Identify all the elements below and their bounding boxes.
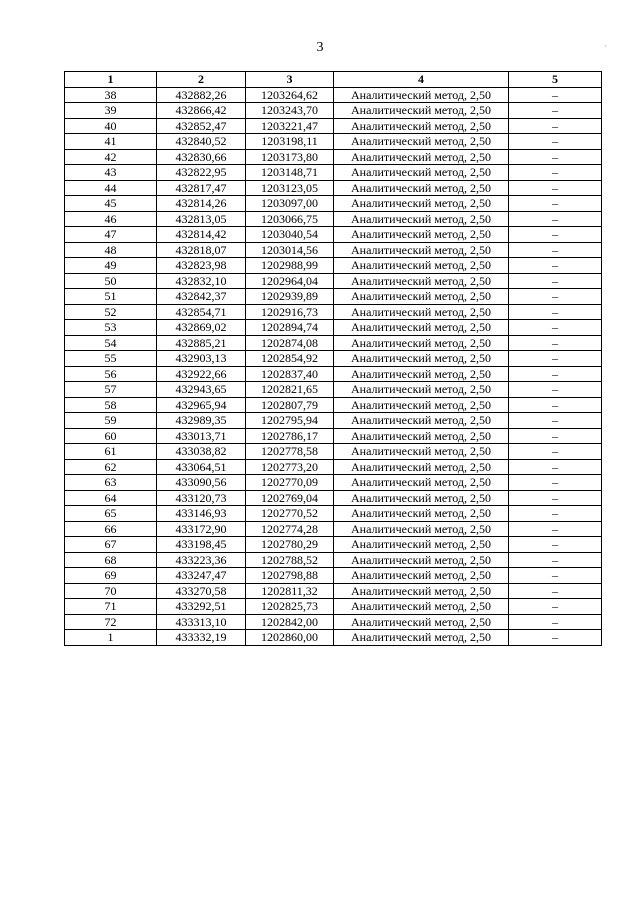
point-number-cell: 60: [65, 428, 157, 444]
note-cell: –: [509, 258, 602, 274]
note-cell: –: [509, 320, 602, 336]
method-cell: Аналитический метод, 2,50: [334, 537, 509, 553]
point-number-cell: 46: [65, 211, 157, 227]
y-coordinate-cell: 1202786,17: [246, 428, 334, 444]
note-cell: –: [509, 180, 602, 196]
note-cell: –: [509, 273, 602, 289]
method-cell: Аналитический метод, 2,50: [334, 227, 509, 243]
header-col-3: 3: [246, 72, 334, 88]
note-cell: –: [509, 521, 602, 537]
x-coordinate-cell: 432854,71: [157, 304, 246, 320]
point-number-cell: 1: [65, 630, 157, 646]
note-cell: –: [509, 227, 602, 243]
method-cell: Аналитический метод, 2,50: [334, 506, 509, 522]
y-coordinate-cell: 1203066,75: [246, 211, 334, 227]
y-coordinate-cell: 1202916,73: [246, 304, 334, 320]
y-coordinate-cell: 1202821,65: [246, 382, 334, 398]
point-number-cell: 41: [65, 134, 157, 150]
x-coordinate-cell: 433292,51: [157, 599, 246, 615]
point-number-cell: 61: [65, 444, 157, 460]
note-cell: –: [509, 351, 602, 367]
note-cell: –: [509, 630, 602, 646]
method-cell: Аналитический метод, 2,50: [334, 444, 509, 460]
table-row: [65, 459, 602, 475]
table-row: [65, 335, 602, 351]
table-row: [65, 289, 602, 305]
note-cell: –: [509, 196, 602, 212]
method-cell: Аналитический метод, 2,50: [334, 165, 509, 181]
point-number-cell: 45: [65, 196, 157, 212]
table-row: [65, 103, 602, 119]
table-row: [65, 444, 602, 460]
point-number-cell: 63: [65, 475, 157, 491]
note-cell: –: [509, 583, 602, 599]
table-row: [65, 552, 602, 568]
x-coordinate-cell: 432823,98: [157, 258, 246, 274]
x-coordinate-cell: 432922,66: [157, 366, 246, 382]
point-number-cell: 64: [65, 490, 157, 506]
x-coordinate-cell: 433223,36: [157, 552, 246, 568]
point-number-cell: 42: [65, 149, 157, 165]
table-row: [65, 134, 602, 150]
method-cell: Аналитический метод, 2,50: [334, 258, 509, 274]
point-number-cell: 69: [65, 568, 157, 584]
x-coordinate-cell: 432822,95: [157, 165, 246, 181]
note-cell: –: [509, 242, 602, 258]
header-col-2: 2: [157, 72, 246, 88]
point-number-cell: 65: [65, 506, 157, 522]
note-cell: –: [509, 614, 602, 630]
x-coordinate-cell: 433038,82: [157, 444, 246, 460]
table-row: [65, 428, 602, 444]
note-cell: –: [509, 149, 602, 165]
table-row: [65, 351, 602, 367]
method-cell: Аналитический метод, 2,50: [334, 87, 509, 103]
y-coordinate-cell: 1202894,74: [246, 320, 334, 336]
point-number-cell: 59: [65, 413, 157, 429]
point-number-cell: 48: [65, 242, 157, 258]
x-coordinate-cell: 432852,47: [157, 118, 246, 134]
x-coordinate-cell: 433172,90: [157, 521, 246, 537]
x-coordinate-cell: 432866,42: [157, 103, 246, 119]
y-coordinate-cell: 1202795,94: [246, 413, 334, 429]
table-row: [65, 366, 602, 382]
table-row: [65, 227, 602, 243]
point-number-cell: 57: [65, 382, 157, 398]
y-coordinate-cell: 1203148,71: [246, 165, 334, 181]
x-coordinate-cell: 432814,26: [157, 196, 246, 212]
x-coordinate-cell: 432817,47: [157, 180, 246, 196]
y-coordinate-cell: 1203173,80: [246, 149, 334, 165]
y-coordinate-cell: 1202825,73: [246, 599, 334, 615]
table-row: [65, 568, 602, 584]
y-coordinate-cell: 1202988,99: [246, 258, 334, 274]
x-coordinate-cell: 432965,94: [157, 397, 246, 413]
y-coordinate-cell: 1203097,00: [246, 196, 334, 212]
point-number-cell: 58: [65, 397, 157, 413]
x-coordinate-cell: 432882,26: [157, 87, 246, 103]
point-number-cell: 54: [65, 335, 157, 351]
method-cell: Аналитический метод, 2,50: [334, 614, 509, 630]
x-coordinate-cell: 433120,73: [157, 490, 246, 506]
page-number: 3: [316, 40, 324, 55]
method-cell: Аналитический метод, 2,50: [334, 289, 509, 305]
y-coordinate-cell: 1202964,04: [246, 273, 334, 289]
note-cell: –: [509, 304, 602, 320]
note-cell: –: [509, 335, 602, 351]
point-number-cell: 68: [65, 552, 157, 568]
x-coordinate-cell: 433198,45: [157, 537, 246, 553]
note-cell: –: [509, 134, 602, 150]
table-row: [65, 273, 602, 289]
header-col-4: 4: [334, 72, 509, 88]
coordinates-table: [64, 71, 602, 646]
method-cell: Аналитический метод, 2,50: [334, 428, 509, 444]
note-cell: –: [509, 428, 602, 444]
table-row: [65, 180, 602, 196]
table-row: [65, 413, 602, 429]
method-cell: Аналитический метод, 2,50: [334, 273, 509, 289]
point-number-cell: 55: [65, 351, 157, 367]
table-row: [65, 258, 602, 274]
point-number-cell: 71: [65, 599, 157, 615]
x-coordinate-cell: 432832,10: [157, 273, 246, 289]
table-row: [65, 630, 602, 646]
header-col-5: 5: [509, 72, 602, 88]
method-cell: Аналитический метод, 2,50: [334, 475, 509, 491]
method-cell: Аналитический метод, 2,50: [334, 490, 509, 506]
table-row: [65, 118, 602, 134]
y-coordinate-cell: 1202769,04: [246, 490, 334, 506]
note-cell: –: [509, 475, 602, 491]
y-coordinate-cell: 1203264,62: [246, 87, 334, 103]
y-coordinate-cell: 1202773,20: [246, 459, 334, 475]
y-coordinate-cell: 1202798,88: [246, 568, 334, 584]
x-coordinate-cell: 432842,37: [157, 289, 246, 305]
y-coordinate-cell: 1203243,70: [246, 103, 334, 119]
method-cell: Аналитический метод, 2,50: [334, 366, 509, 382]
method-cell: Аналитический метод, 2,50: [334, 149, 509, 165]
y-coordinate-cell: 1203198,11: [246, 134, 334, 150]
y-coordinate-cell: 1202770,09: [246, 475, 334, 491]
x-coordinate-cell: 433270,58: [157, 583, 246, 599]
note-cell: –: [509, 289, 602, 305]
note-cell: –: [509, 87, 602, 103]
point-number-cell: 51: [65, 289, 157, 305]
note-cell: –: [509, 490, 602, 506]
scan-mark: ´: [604, 44, 607, 54]
y-coordinate-cell: 1203123,05: [246, 180, 334, 196]
x-coordinate-cell: 433013,71: [157, 428, 246, 444]
table-row: [65, 304, 602, 320]
method-cell: Аналитический метод, 2,50: [334, 382, 509, 398]
method-cell: Аналитический метод, 2,50: [334, 351, 509, 367]
point-number-cell: 67: [65, 537, 157, 553]
y-coordinate-cell: 1202860,00: [246, 630, 334, 646]
method-cell: Аналитический метод, 2,50: [334, 242, 509, 258]
note-cell: –: [509, 165, 602, 181]
table-row: [65, 506, 602, 522]
x-coordinate-cell: 432869,02: [157, 320, 246, 336]
x-coordinate-cell: 433247,47: [157, 568, 246, 584]
table-row: [65, 242, 602, 258]
table-row: [65, 149, 602, 165]
x-coordinate-cell: 432840,52: [157, 134, 246, 150]
y-coordinate-cell: 1203014,56: [246, 242, 334, 258]
method-cell: Аналитический метод, 2,50: [334, 521, 509, 537]
point-number-cell: 43: [65, 165, 157, 181]
table-row: [65, 583, 602, 599]
y-coordinate-cell: 1203221,47: [246, 118, 334, 134]
table-row: [65, 490, 602, 506]
y-coordinate-cell: 1202780,29: [246, 537, 334, 553]
table-row: [65, 599, 602, 615]
note-cell: –: [509, 459, 602, 475]
table-row: [65, 397, 602, 413]
method-cell: Аналитический метод, 2,50: [334, 211, 509, 227]
method-cell: Аналитический метод, 2,50: [334, 459, 509, 475]
x-coordinate-cell: 432818,07: [157, 242, 246, 258]
point-number-cell: 72: [65, 614, 157, 630]
y-coordinate-cell: 1202788,52: [246, 552, 334, 568]
y-coordinate-cell: 1202837,40: [246, 366, 334, 382]
x-coordinate-cell: 433146,93: [157, 506, 246, 522]
x-coordinate-cell: 433090,56: [157, 475, 246, 491]
y-coordinate-cell: 1202842,00: [246, 614, 334, 630]
method-cell: Аналитический метод, 2,50: [334, 118, 509, 134]
table-row: [65, 614, 602, 630]
point-number-cell: 50: [65, 273, 157, 289]
note-cell: –: [509, 366, 602, 382]
note-cell: –: [509, 211, 602, 227]
table-body: [65, 87, 602, 645]
table-row: [65, 320, 602, 336]
table-row: [65, 165, 602, 181]
point-number-cell: 47: [65, 227, 157, 243]
x-coordinate-cell: 432813,05: [157, 211, 246, 227]
y-coordinate-cell: 1202939,89: [246, 289, 334, 305]
table-row: [65, 537, 602, 553]
method-cell: Аналитический метод, 2,50: [334, 134, 509, 150]
y-coordinate-cell: 1202770,52: [246, 506, 334, 522]
method-cell: Аналитический метод, 2,50: [334, 599, 509, 615]
method-cell: Аналитический метод, 2,50: [334, 552, 509, 568]
method-cell: Аналитический метод, 2,50: [334, 320, 509, 336]
table-row: [65, 87, 602, 103]
x-coordinate-cell: 432989,35: [157, 413, 246, 429]
method-cell: Аналитический метод, 2,50: [334, 397, 509, 413]
point-number-cell: 56: [65, 366, 157, 382]
y-coordinate-cell: 1202774,28: [246, 521, 334, 537]
y-coordinate-cell: 1202778,58: [246, 444, 334, 460]
method-cell: Аналитический метод, 2,50: [334, 583, 509, 599]
x-coordinate-cell: 433313,10: [157, 614, 246, 630]
note-cell: –: [509, 444, 602, 460]
method-cell: Аналитический метод, 2,50: [334, 630, 509, 646]
table-row: [65, 475, 602, 491]
method-cell: Аналитический метод, 2,50: [334, 413, 509, 429]
x-coordinate-cell: 432885,21: [157, 335, 246, 351]
x-coordinate-cell: 432814,42: [157, 227, 246, 243]
y-coordinate-cell: 1202854,92: [246, 351, 334, 367]
x-coordinate-cell: 432903,13: [157, 351, 246, 367]
table-row: [65, 521, 602, 537]
method-cell: Аналитический метод, 2,50: [334, 180, 509, 196]
x-coordinate-cell: 432943,65: [157, 382, 246, 398]
point-number-cell: 53: [65, 320, 157, 336]
point-number-cell: 49: [65, 258, 157, 274]
table-header-row: [65, 72, 602, 88]
y-coordinate-cell: 1202811,32: [246, 583, 334, 599]
method-cell: Аналитический метод, 2,50: [334, 335, 509, 351]
y-coordinate-cell: 1203040,54: [246, 227, 334, 243]
point-number-cell: 40: [65, 118, 157, 134]
x-coordinate-cell: 433332,19: [157, 630, 246, 646]
point-number-cell: 52: [65, 304, 157, 320]
method-cell: Аналитический метод, 2,50: [334, 568, 509, 584]
y-coordinate-cell: 1202874,08: [246, 335, 334, 351]
x-coordinate-cell: 433064,51: [157, 459, 246, 475]
method-cell: Аналитический метод, 2,50: [334, 304, 509, 320]
note-cell: –: [509, 537, 602, 553]
x-coordinate-cell: 432830,66: [157, 149, 246, 165]
method-cell: Аналитический метод, 2,50: [334, 103, 509, 119]
point-number-cell: 39: [65, 103, 157, 119]
point-number-cell: 44: [65, 180, 157, 196]
point-number-cell: 62: [65, 459, 157, 475]
note-cell: –: [509, 397, 602, 413]
header-col-1: 1: [65, 72, 157, 88]
note-cell: –: [509, 382, 602, 398]
note-cell: –: [509, 103, 602, 119]
point-number-cell: 38: [65, 87, 157, 103]
note-cell: –: [509, 599, 602, 615]
table-row: [65, 382, 602, 398]
note-cell: –: [509, 506, 602, 522]
note-cell: –: [509, 413, 602, 429]
note-cell: –: [509, 118, 602, 134]
note-cell: –: [509, 568, 602, 584]
y-coordinate-cell: 1202807,79: [246, 397, 334, 413]
table-row: [65, 196, 602, 212]
method-cell: Аналитический метод, 2,50: [334, 196, 509, 212]
table-row: [65, 211, 602, 227]
point-number-cell: 66: [65, 521, 157, 537]
note-cell: –: [509, 552, 602, 568]
point-number-cell: 70: [65, 583, 157, 599]
